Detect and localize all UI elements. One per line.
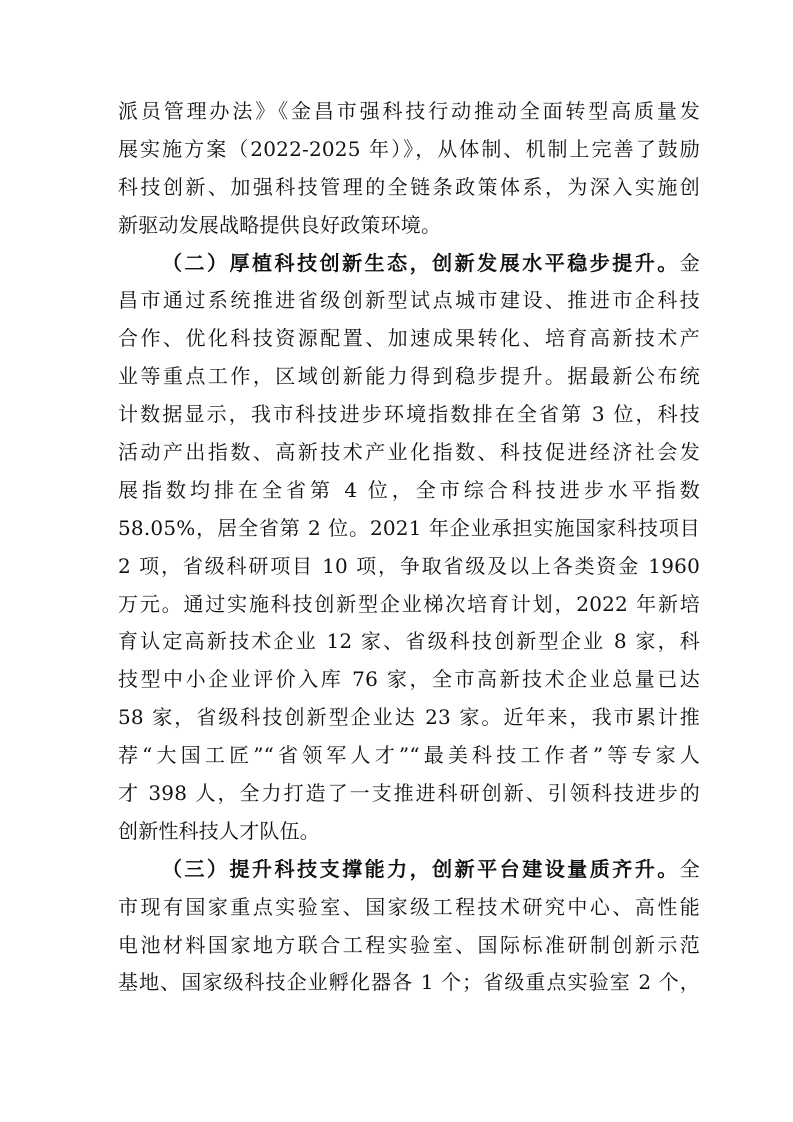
paragraph-1-line-2: 展实施方案（2022-2025 年）》，从体制、机制上完善了鼓励 bbox=[118, 136, 700, 161]
paragraph-2-line: 创新性科技人才队伍。 bbox=[118, 818, 320, 843]
paragraph-2-line: 58.05%，居全省第 2 位。2021 年企业承担实施国家科技项目 bbox=[118, 515, 700, 540]
paragraph-2-first-line-rest: 金 bbox=[679, 250, 700, 275]
paragraph-3-line: 基地、国家级科技企业孵化器各 1 个；省级重点实验室 2 个， bbox=[118, 970, 700, 995]
paragraph-2-line: 计数据显示，我市科技进步环境指数排在全省第 3 位，科技 bbox=[118, 402, 700, 427]
paragraph-2-line: 才 398 人，全力打造了一支推进科研创新、引领科技进步的 bbox=[118, 781, 700, 806]
paragraph-3-first-line bbox=[118, 851, 700, 889]
paragraph-2-line: 万元。通过实施科技创新型企业梯次培育计划，2022 年新培 bbox=[118, 591, 700, 616]
paragraph-2-line: 展指数均排在全省第 4 位，全市综合科技进步水平指数 bbox=[118, 477, 700, 502]
paragraph-1-line-1: 派员管理办法》《金昌市强科技行动推动全面转型高质量发 bbox=[118, 99, 700, 123]
paragraph-1-line-3: 科技创新、加强科技管理的全链条政策体系，为深入实施创 bbox=[118, 174, 700, 199]
paragraph-2-line: 合作、优化科技资源配置、加速成果转化、培育高新技术产 bbox=[118, 326, 700, 351]
paragraph-2-line: 2 项，省级科研项目 10 项，争取省级及以上各类资金 1960 bbox=[118, 553, 700, 578]
paragraph-2-line: 育认定高新技术企业 12 家、省级科技创新型企业 8 家，科 bbox=[118, 629, 700, 654]
paragraph-2-line: 活动产出指数、高新技术产业化指数、科技促进经济社会发 bbox=[118, 440, 700, 465]
paragraph-2-first-line bbox=[118, 245, 700, 283]
paragraph-1-line-4: 新驱动发展战略提供良好政策环境。 bbox=[118, 212, 442, 237]
paragraph-2-line: 技型中小企业评价入库 76 家，全市高新技术企业总量已达 bbox=[118, 667, 700, 692]
paragraph-3-line: 市现有国家重点实验室、国家级工程技术研究中心、高性能 bbox=[118, 894, 700, 919]
paragraph-2-line: 58 家，省级科技创新型企业达 23 家。近年来，我市累计推 bbox=[118, 705, 700, 730]
paragraph-2-line: 荐“大国工匠”“省领军人才”“最美科技工作者”等专家人 bbox=[118, 743, 700, 768]
paragraph-2-line: 业等重点工作，区域创新能力得到稳步提升。据最新公布统 bbox=[118, 364, 700, 389]
paragraph-2-line: 昌市通过系统推进省级创新型试点城市建设、推进市企科技 bbox=[118, 288, 700, 313]
document-body bbox=[118, 93, 700, 1002]
paragraph-3-first-line-rest: 全 bbox=[679, 856, 700, 881]
paragraph-2-heading: （二）厚植科技创新生态，创新发展水平稳步提升。 bbox=[162, 250, 680, 275]
paragraph-3-line: 电池材料国家地方联合工程实验室、国际标准研制创新示范 bbox=[118, 932, 700, 957]
paragraph-3-heading: （三）提升科技支撑能力，创新平台建设量质齐升。 bbox=[162, 856, 680, 881]
